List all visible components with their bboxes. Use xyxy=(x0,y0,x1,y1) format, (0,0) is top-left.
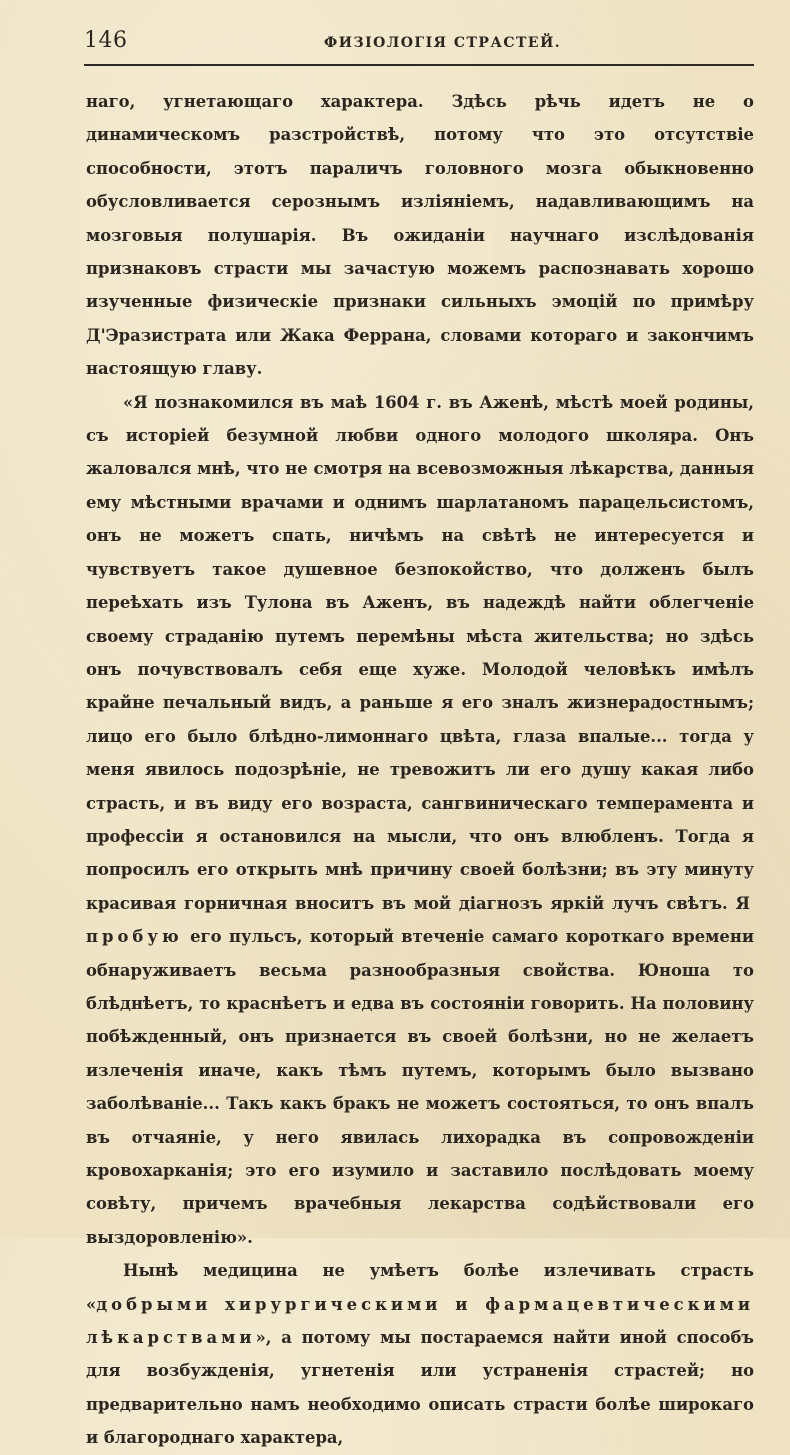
paragraph-2-text: «Я познакомился въ маѣ 1604 г. въ Аженѣ, мѣстѣ моей родины, съ исторіей безумной любви одного молодого школяра. Онъ жаловался мнѣ, что не смотря на всевозможныя лѣкарства, данныя ему мѣстными врачами и однимъ шарлатаномъ парацельсистомъ, онъ не можетъ спать, ничѣмъ на свѣтѣ не интересуется и чувствуетъ такое душевное безпокойство, что долженъ былъ переѣхать изъ Тулона въ Аженъ, въ надеждѣ найти облегченіе своему страданію путемъ перемѣны мѣста жительства; но здѣсь онъ почувствовалъ себя еще хуже. Молодой человѣкъ имѣлъ крайне печальный видъ, а раньше я его зналъ жизнерадостнымъ; лицо его было блѣдно-лимоннаго цвѣта, глаза впалые... тогда у меня явилось подозрѣніе, не тревожитъ ли его душу какая либо страсть, и въ виду его возраста, сангвиническаго темперамента и профессіи я остановился на мысли, что онъ влюбленъ. Тогда я попросилъ его открыть мнѣ причину своей болѣзни; въ эту минуту красивая горничная вноситъ въ мой діагнозъ яркій лучъ свѣтъ. xyxy=(86,392,754,913)
body-text xyxy=(86,85,754,1455)
paragraph-1-text: наго, угнетающаго характера. Здѣсь рѣчь идетъ не о динамическомъ разстройствѣ, потому что это отсутствіе способности, этотъ параличъ головного мозга обыкновенно обусловливается серознымъ изліяніемъ, надавливающимъ на мозговыя полушарія. Въ ожиданіи научнаго изслѣдованія признаковъ страсти мы зачастую можемъ распознавать хорошо изученные физическіе признаки сильныхъ эмоцій по примѣру Д'Эразистрата или Жака Феррана, словами котораго и закончимъ настоящую главу. xyxy=(86,92,754,379)
paragraph-2-text-after: его пульсъ, который втеченіе самаго короткаго времени обнаруживаетъ весьма разнообразныя свойства. Юноша то блѣднѣетъ, то краснѣетъ и едва въ состояніи говорить. На половину побѣжденный, онъ признается въ своей болѣзни, но не желаетъ излеченія иначе, какъ тѣмъ путемъ, которымъ было вызвано заболѣваніе... Такъ какъ бракъ не можетъ состояться, то онъ впалъ въ отчаяніе, у него явилась лихорадка въ сопровожденіи кровохарканія; это его изумило и заставило послѣдовать моему совѣту, причемъ врачебныя лекарства содѣйствовали его выздоровленію». xyxy=(86,927,755,1247)
running-title: ФИЗІОЛОГІЯ СТРАСТЕЙ. xyxy=(324,35,562,51)
paragraph-2-spaced-text: Я пробую xyxy=(86,893,754,947)
paragraph-2 xyxy=(86,386,754,1255)
page-header xyxy=(84,28,750,60)
paragraph-3-spaced-text: добрыми хирургическими и фармацевтическими лѣкарствами xyxy=(86,1294,754,1348)
paragraph-3 xyxy=(86,1254,754,1454)
paragraph-1 xyxy=(86,85,754,386)
page-number: 146 xyxy=(84,28,128,53)
header-rule xyxy=(84,64,754,66)
paragraph-3-text-after: », а потому мы постараемся найти иной способъ для возбужденія, угнетенія или устраненія страстей; но предварительно намъ необходимо описать страсти болѣе широкаго и благороднаго характера, xyxy=(86,1328,754,1448)
paragraph-3-text: Нынѣ медицина не умѣетъ болѣе излечивать страсть « xyxy=(86,1261,754,1314)
